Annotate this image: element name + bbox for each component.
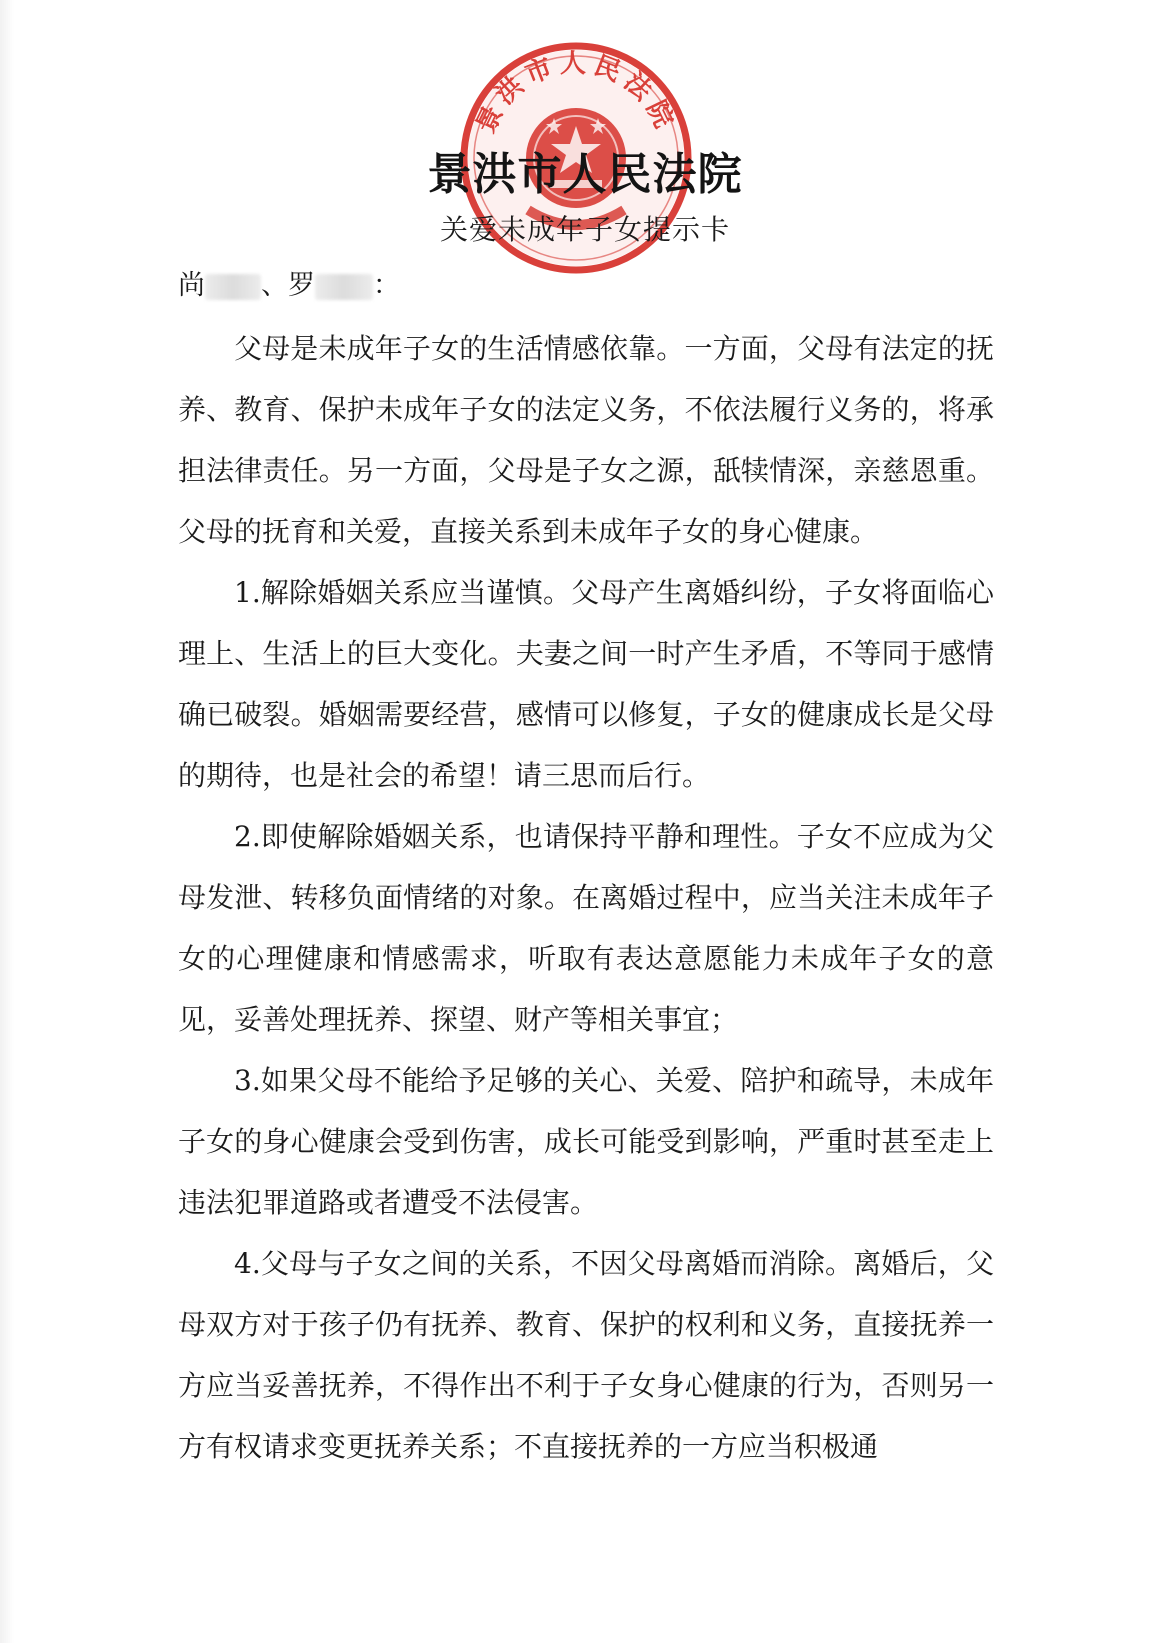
seal-arc-text: 景洪市人民法院 [470, 49, 682, 138]
paragraph-3: 3.如果父母不能给予足够的关心、关爱、陪护和疏导，未成年子女的身心健康会受到伤害，成长可能受到影响，严重时甚至走上违法犯罪道路或者遭受不法侵害。 [178, 1064, 994, 1219]
salutation-suffix: ： [373, 270, 400, 301]
page-subtitle: 关爱未成年子女提示卡 [439, 213, 730, 246]
redacted-name-1 [205, 274, 261, 300]
paragraph-4: 4.父母与子女之间的关系，不因父母离婚而消除。离婚后，父母双方对于孩子仍有抚养、教育、保护的权利和义务，直接抚养一方应当妥善抚养，不得作出不利于子女身心健康的行为，否则另一方有权请求变更抚养关系；不直接抚养的一方应当积极通 [178, 1247, 994, 1463]
salutation-separator: 、 [261, 270, 288, 301]
salutation-name2: 罗 [288, 270, 315, 301]
paragraph-1: 1.解除婚姻关系应当谨慎。父母产生离婚纠纷，子女将面临心理上、生活上的巨大变化。夫妻之间一时产生矛盾，不等同于感情确已破裂。婚姻需要经营，感情可以修复，子女的健康成长是父母的期待，也是社会的希望！请三思而后行。 [178, 576, 994, 792]
redacted-name-2 [315, 274, 373, 300]
page-title: 景洪市人民法院 [427, 149, 743, 200]
paragraph-2: 2.即使解除婚姻关系，也请保持平静和理性。子女不应成为父母发泄、转移负面情绪的对象。在离婚过程中，应当关注未成年子女的心理健康和情感需求，听取有表达意愿能力未成年子女的意见，妥善处理抚养、探望、财产等相关事宜； [178, 820, 994, 1036]
salutation [178, 266, 400, 306]
paragraph-intro: 父母是未成年子女的生活情感依靠。一方面，父母有法定的抚养、教育、保护未成年子女的法定义务，不依法履行义务的，将承担法律责任。另一方面，父母是子女之源，舐犊情深，亲慈恩重。父母的抚育和关爱，直接关系到未成年子女的身心健康。 [178, 332, 994, 548]
document-body [178, 318, 994, 1477]
salutation-name1: 尚 [178, 270, 205, 301]
